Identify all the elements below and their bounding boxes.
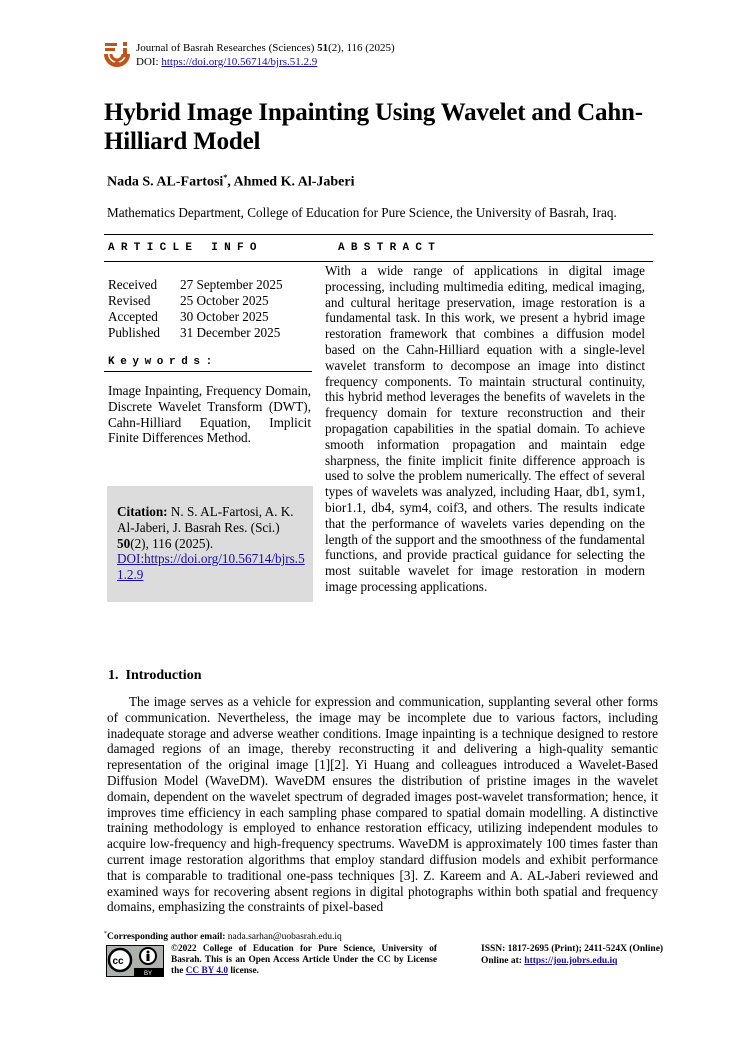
corresponding-mark: * bbox=[104, 931, 107, 937]
journal-citation-line bbox=[136, 42, 395, 55]
date-key: Received bbox=[108, 277, 158, 292]
date-value: 27 September 2025 bbox=[180, 277, 283, 292]
author-separator: , bbox=[227, 174, 234, 190]
date-received bbox=[108, 277, 283, 293]
svg-text:BY: BY bbox=[144, 971, 153, 977]
citation-label: Citation: bbox=[117, 504, 168, 519]
article-info-heading: ARTICLE INFO bbox=[108, 242, 263, 254]
corresponding-email: nada.sarhan@uobasrah.edu.iq bbox=[225, 932, 342, 943]
svg-text:cc: cc bbox=[112, 956, 124, 967]
affiliation: Mathematics Department, College of Education for Pure Science, the University of Basrah, Iraq. bbox=[107, 205, 617, 220]
citation-authors: N. S. AL-Fartosi, A. K. Al-Jaberi, J. Basrah Res. (Sci.) bbox=[117, 504, 294, 535]
divider-top bbox=[104, 234, 653, 235]
journal-volume: 51 bbox=[317, 42, 329, 54]
corresponding-mark: * bbox=[223, 173, 228, 182]
citation-text bbox=[117, 504, 307, 583]
license-statement: ©2022 College of Education for Pure Science, University of Basrah. This is an Open Access Article Under the CC by License the bbox=[171, 944, 437, 976]
article-title: Hybrid Image Inpainting Using Wavelet and Cahn-Hilliard Model bbox=[104, 99, 643, 155]
doi-label: DOI: bbox=[136, 56, 159, 68]
date-value: 25 October 2025 bbox=[180, 293, 269, 308]
doi-line bbox=[136, 56, 317, 69]
cc-by-license-icon bbox=[106, 945, 164, 977]
keywords-text: Image Inpainting, Frequency Domain, Discrete Wavelet Transform (DWT), Cahn-Hilliard Equation, Implicit Finite Differences Method. bbox=[108, 383, 311, 446]
online-line bbox=[481, 956, 663, 968]
author-list bbox=[107, 173, 354, 191]
keywords-heading: Keywords: bbox=[108, 356, 218, 368]
date-key: Revised bbox=[108, 293, 151, 308]
issn-text: ISSN: 1817-2695 (Print); 2411-524X (Online) bbox=[481, 944, 664, 954]
citation-volume: 50 bbox=[117, 535, 131, 551]
date-key: Published bbox=[108, 325, 161, 340]
date-key: Accepted bbox=[108, 309, 158, 324]
date-published bbox=[108, 325, 283, 341]
author-2: Ahmed K. Al-Jaberi bbox=[233, 174, 355, 190]
license-tail: license. bbox=[228, 966, 259, 976]
issn-block bbox=[481, 944, 663, 967]
abstract-heading: ABSTRACT bbox=[338, 242, 442, 254]
journal-issue: (2), 116 (2025) bbox=[328, 42, 395, 54]
introduction-text: The image serves as a vehicle for expression and communication, supplanting several other forms of communication. Nevertheless, the image may be incomplete due to various factors, including inadequate storage and adverse weather conditions. Image inpainting is a technique designed to restore damaged regions of an image, thereby reconstructing it and delivering a high-quality semantic representation of the original image [1][2]. Yi Huang and colleagues introduced a Wavelet-Based Diffusion Model (WaveDM). WaveDM ensures the distribution of pristine images in the wavelet domain, dependent on the wavelet spectrum of degraded images post-wavelet transformation; hence, it improves time efficiency in each sampling phase compared to spatial domain modelling. A distinctive training methodology is employed to enhance restoration efficacy, utilizing independent modules to acquire low-frequency and high-frequency spectrums. WaveDM is approximately 100 times faster than current image restoration algorithms that employ standard diffusion models and exhibit performance that is comparable to traditional one-pass techniques [3]. Z. Kareem and A. AL-Jaberi reviewed and examined ways for recovering absent regions in digital photographs within both spatial and frequency domains, emphasizing the constraints of pixel-based bbox=[107, 694, 658, 915]
abstract-text: With a wide range of applications in digital image processing, including multimedia editing, medical imaging, and cultural heritage preservation, image restoration is a fundamental task. In this work, we present a hybrid image restoration framework that combines a diffusion model based on the Cahn-Hilliard equation with a single-level wavelet transform to decompose an image into distinct frequency components. To maintain structural continuity, this hybrid method leverages the benefits of wavelets in the frequency domain for texture reconstruction and their propagation capabilities in the spatial domain. To achieve smooth information propagation and maintain edge sharpness, the finite implicit finite difference approach is used to solve the problem numerically. The effect of several types of wavelets was analyzed, including Haar, db1, sym1, bior1.1, db4, sym4, coif3, and others. The results indicate that the performance of wavelets varies depending on the length of the support and the smoothness of the fundamental functions, and provide practical guidance for selecting the most suitable wavelet for image restoration in modern image processing applications. bbox=[325, 263, 645, 594]
citation-box bbox=[107, 486, 313, 602]
divider-keywords bbox=[104, 371, 312, 372]
citation-issue: (2), 116 (2025). bbox=[130, 535, 214, 551]
corresponding-author bbox=[104, 931, 342, 942]
corresponding-label: Corresponding author email: bbox=[107, 932, 226, 943]
cc-by-link[interactable]: CC BY 4.0 bbox=[185, 966, 228, 976]
license-text bbox=[171, 944, 437, 977]
date-value: 30 October 2025 bbox=[180, 309, 269, 324]
journal-name: Journal of Basrah Researches (Sciences) bbox=[136, 42, 315, 54]
doi-link[interactable]: https://doi.org/10.56714/bjrs.51.2.9 bbox=[161, 56, 318, 68]
journal-website-link[interactable]: https://jou.jobrs.edu.iq bbox=[524, 955, 618, 966]
citation-doi-link[interactable]: DOI:https://doi.org/10.56714/bjrs.51.2.9 bbox=[117, 551, 305, 583]
date-value: 31 December 2025 bbox=[180, 325, 281, 340]
article-dates bbox=[108, 277, 283, 341]
author-1: Nada S. AL-Fartosi bbox=[107, 174, 224, 190]
date-accepted bbox=[108, 309, 283, 325]
date-revised bbox=[108, 293, 283, 309]
section-heading-introduction: 1. Introduction bbox=[108, 668, 202, 683]
online-label: Online at: bbox=[481, 955, 525, 966]
journal-logo-icon bbox=[102, 40, 132, 72]
